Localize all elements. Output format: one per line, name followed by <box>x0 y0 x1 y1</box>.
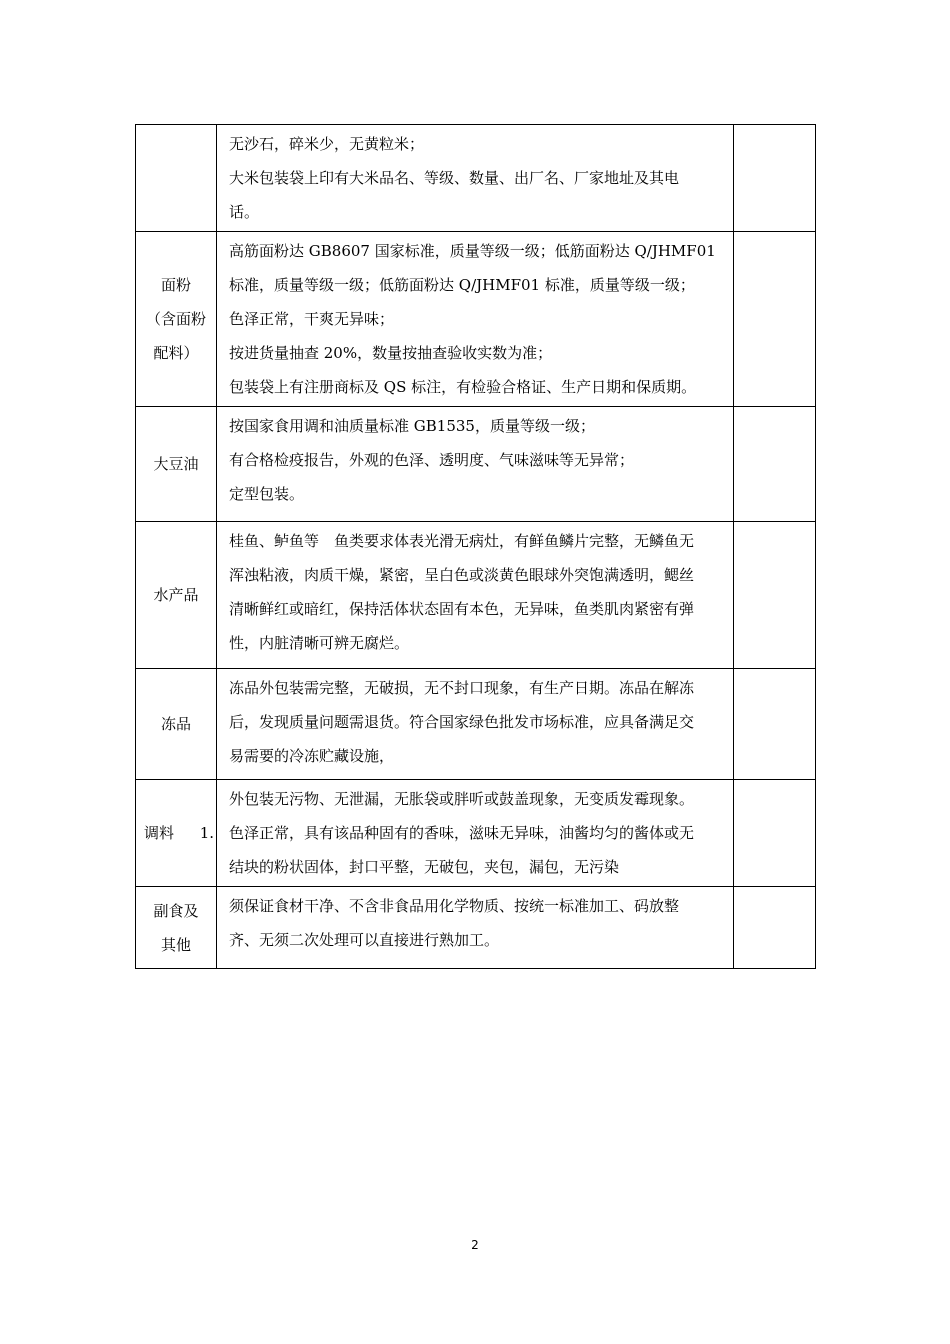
category-label: （含面粉 <box>145 310 206 328</box>
requirements-cell <box>217 887 734 969</box>
requirement-line: 标准，质量等级一级；低筋面粉达 Q/JHMF01 标准，质量等级一级； <box>229 276 695 294</box>
category-label: 调料 <box>144 824 175 842</box>
requirement-line: 高筋面粉达 GB8607 国家标准，质量等级一级；低筋面粉达 Q/JHMF01 <box>229 242 716 260</box>
requirement-line: 按进货量抽查 20%，数量按抽查验收实数为准； <box>229 344 553 362</box>
requirement-line: 后，发现质量问题需退货。符合国家绿色批发市场标准，应具备满足交 <box>229 713 695 731</box>
requirement-line: 色泽正常，具有该品种固有的香味，滋味无异味，油酱均匀的酱体或无 <box>229 824 695 842</box>
notes-cell <box>734 780 816 887</box>
requirements-cell <box>217 522 734 669</box>
requirement-line: 易需要的冷冻贮藏设施， <box>229 747 395 765</box>
requirement-line: 有合格检疫报告，外观的色泽、透明度、气味滋味等无异常； <box>229 451 635 469</box>
category-cell <box>136 669 217 780</box>
requirement-line: 须保证食材干净、不含非食品用化学物质、按统一标准加工、码放整 <box>229 897 680 915</box>
requirement-line: 冻品外包装需完整，无破损，无不封口现象，有生产日期。冻品在解冻 <box>229 679 695 697</box>
table-row-flour <box>136 232 816 407</box>
category-label: 其他 <box>160 935 191 954</box>
category-cell <box>136 407 217 522</box>
category-cell-empty <box>136 125 217 232</box>
category-label: 副食及 <box>153 901 199 920</box>
requirement-line: 按国家食用调和油质量标准 GB1535，质量等级一级； <box>229 417 595 435</box>
table-row-aquatic <box>136 522 816 669</box>
notes-cell <box>734 407 816 522</box>
requirement-line: 桂鱼、鲈鱼等 鱼类要求体表光滑无病灶，有鲜鱼鳞片完整，无鳞鱼无 <box>229 532 695 550</box>
requirements-cell <box>217 669 734 780</box>
category-cell <box>136 232 217 407</box>
requirement-line: 定型包装。 <box>229 485 305 503</box>
notes-cell <box>734 232 816 407</box>
notes-cell <box>734 887 816 969</box>
category-label: 冻品 <box>160 715 191 733</box>
requirement-line: 结块的粉状固体，封口平整，无破包，夹包，漏包，无污染 <box>229 858 620 876</box>
page-number: 2 <box>471 1238 479 1252</box>
category-label: 面粉 <box>160 276 191 294</box>
requirements-cell <box>217 125 734 232</box>
requirement-line: 话。 <box>229 203 260 221</box>
category-cell <box>136 887 217 969</box>
requirement-line: 包装袋上有注册商标及 QS 标注，有检验合格证、生产日期和保质期。 <box>229 378 697 396</box>
category-label: 水产品 <box>153 586 199 604</box>
category-cell <box>136 780 217 887</box>
category-cell <box>136 522 217 669</box>
requirement-line: 性，内脏清晰可辨无腐烂。 <box>229 634 410 652</box>
acceptance-standards-table <box>135 124 816 969</box>
table-row-soybean-oil <box>136 407 816 522</box>
requirement-line: 大米包装袋上印有大米品名、等级、数量、出厂名、厂家地址及其电 <box>229 169 680 187</box>
table-row-other <box>136 887 816 969</box>
table-row-frozen <box>136 669 816 780</box>
requirement-line: 齐、无须二次处理可以直接进行熟加工。 <box>229 931 500 949</box>
notes-cell <box>734 125 816 232</box>
category-label: 大豆油 <box>153 455 199 473</box>
requirement-line: 色泽正常，干爽无异味； <box>229 310 395 328</box>
requirements-cell <box>217 407 734 522</box>
table-row-seasoning <box>136 780 816 887</box>
requirements-cell <box>217 232 734 407</box>
list-number: 1. <box>199 824 214 842</box>
category-label: 配料） <box>153 344 199 362</box>
table-row-rice <box>136 125 816 232</box>
notes-cell <box>734 522 816 669</box>
requirement-line: 无沙石，碎米少，无黄粒米； <box>229 135 425 153</box>
requirement-line: 外包装无污物、无泄漏，无胀袋或胖听或鼓盖现象，无变质发霉现象。 <box>229 790 695 808</box>
requirements-cell <box>217 780 734 887</box>
requirement-line: 浑浊粘液，肉质干燥，紧密，呈白色或淡黄色眼球外突饱满透明，鳃丝 <box>229 566 695 584</box>
notes-cell <box>734 669 816 780</box>
requirement-line: 清晰鲜红或暗红，保持活体状态固有本色，无异味，鱼类肌肉紧密有弹 <box>229 600 695 618</box>
